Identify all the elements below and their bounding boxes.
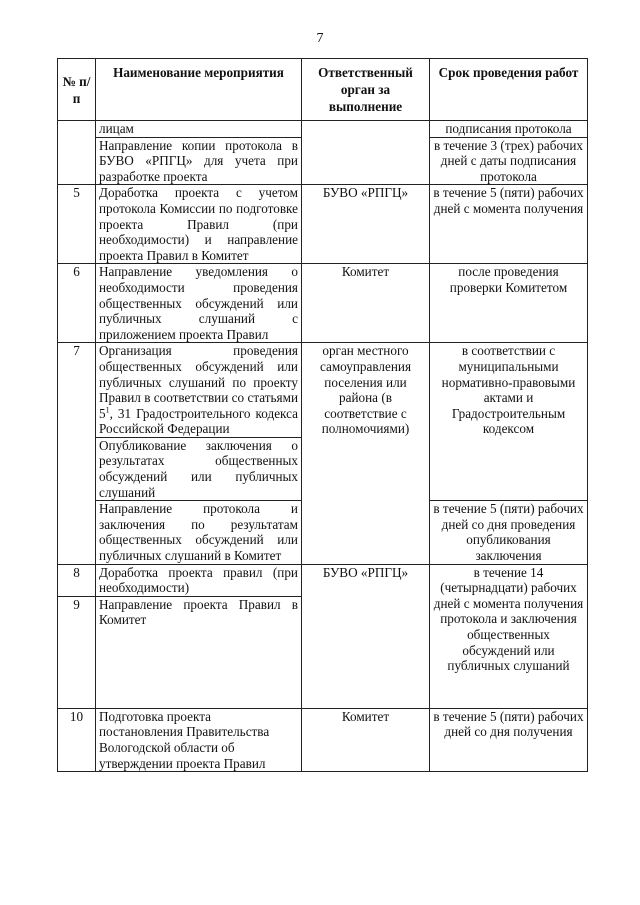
row-num-cell: 5 (58, 185, 96, 264)
row-name-cell: Доработка проекта с учетом протокола Комиссии по подготовке проекта Правил (при необходимости) и направление проекта Правил в Комитет (96, 185, 302, 264)
row-name-cell: Направление проекта Правил в Комитет (96, 596, 302, 708)
row-resp-cell: БУВО «РПГЦ» (302, 564, 430, 708)
row-name-text: Организация проведения общественных обсуждений или публичных слушаний по проекту Правил в соответствии со статьями 5 (99, 343, 298, 421)
header-name: Наименование мероприятия (96, 59, 302, 121)
row-name-text-cont: , 31 Градостроительного кодекса Российской Федерации (99, 405, 298, 437)
row-term-cell: в течение 5 (пяти) рабочих дней со дня получения (430, 708, 588, 771)
header-responsible: Ответственный орган за выполнение (302, 59, 430, 121)
row-num-cell: 6 (58, 264, 96, 343)
row-name-cell: лицам (96, 121, 302, 138)
table-row (58, 185, 588, 264)
row-term-cell: в течение 5 (пяти) рабочих дней с момента получения (430, 185, 588, 264)
table-row (58, 564, 588, 596)
row-num-cell: 7 (58, 343, 96, 564)
row-resp-cell: Комитет (302, 708, 430, 771)
table-row (58, 708, 588, 771)
row-num-cell: 10 (58, 708, 96, 771)
row-resp-cell: орган местного самоуправления поселения или района (в соответствие с полномочиями) (302, 343, 430, 564)
schedule-table (57, 58, 588, 772)
row-num-cell: 9 (58, 596, 96, 708)
row-term-cell: в течение 5 (пяти) рабочих дней со дня проведения опубликования заключения (430, 501, 588, 564)
table-row (58, 343, 588, 438)
row-name-cell: Направление уведомления о необходимости проведения общественных обсуждений или публичных слушаний с приложением проекта Правил (96, 264, 302, 343)
table-row (58, 264, 588, 343)
row-name-cell (96, 343, 302, 438)
row-term-cell: в течение 3 (трех) рабочих дней с даты подписания протокола (430, 137, 588, 185)
row-name-cell: Направление протокола и заключения по результатам общественных обсуждений или публичных слушаний в Комитет (96, 501, 302, 564)
header-row (58, 59, 588, 121)
superscript-mark: 1 (105, 405, 110, 415)
header-term: Срок проведения работ (430, 59, 588, 121)
row-resp-cell: Комитет (302, 264, 430, 343)
row-name-cell: Опубликование заключения о результатах общественных обсуждений или публичных слушаний (96, 437, 302, 500)
row-name-cell: Направление копии протокола в БУВО «РПГЦ» для учета при разработке проекта (96, 137, 302, 185)
page-number: 7 (316, 31, 324, 46)
row-num-cell: 8 (58, 564, 96, 596)
row-term-cell: в течение 14 (четырнадцати) рабочих дней с момента получения протокола и заключения общественных обсуждений или публичных слушаний (430, 564, 588, 708)
header-num: № п/п (58, 59, 96, 121)
row-name-cell: Доработка проекта правил (при необходимости) (96, 564, 302, 596)
row-term-cell: после проведения проверки Комитетом (430, 264, 588, 343)
row-name-cell: Подготовка проекта постановления Правительства Вологодской области об утверждении проекта Правил (96, 708, 302, 771)
row-num-cell (58, 121, 96, 185)
row-term-cell: подписания протокола (430, 121, 588, 138)
table-row (58, 121, 588, 138)
row-resp-cell: БУВО «РПГЦ» (302, 185, 430, 264)
row-term-cell: в соответствии с муниципальными нормативно-правовыми актами и Градостроительным кодексом (430, 343, 588, 501)
row-resp-cell (302, 121, 430, 185)
